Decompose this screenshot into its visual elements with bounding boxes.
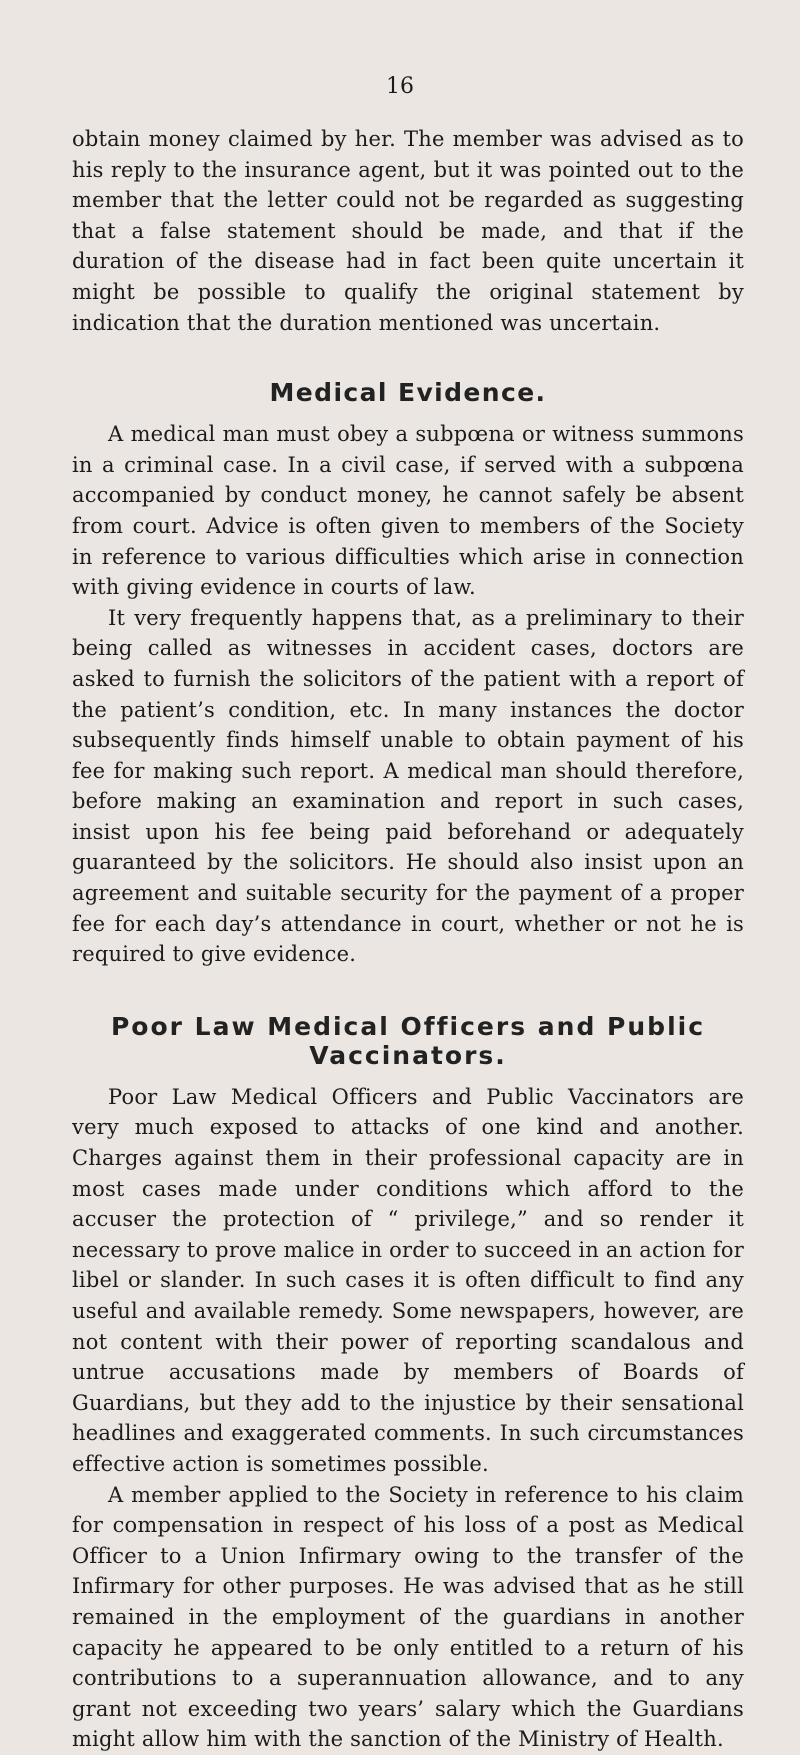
page-number: 16 xyxy=(386,74,414,99)
page-content xyxy=(72,124,744,1755)
body-paragraph: A member applied to the Society in reference to his claim for compensation in respect of his loss of a post as Medical Officer to a Union Infirmary owing to the transfer of the Infirmary for other purposes. He was advised that as he still remained in the employment of the guardians in another capacity he appeared to be only entitled to a return of his contributions to a superannuation allowance, and to any grant not exceeding two years’ salary which the Guardians might allow him with the sanction of the Ministry of Health. xyxy=(72,1482,744,1752)
section-heading-poor-law: Poor Law Medical Officers and Public Vaccinators. xyxy=(110,1011,706,1070)
body-paragraph: obtain money claimed by her. The member was advised as to his reply to the insurance agent, but it was pointed out to the member that the letter could not be regarded as suggesting that a false statement should be made, and that if the duration of the disease had in fact been quite uncertain it might be possible to qualify the original statement by indication that the duration mentioned was uncertain. xyxy=(72,127,744,335)
body-paragraph: A medical man must obey a subpœna or witness summons in a criminal case. In a civil case, if served with a subpœna accompanied by conduct money, he cannot safely be absent from court. Advice is often given to members of the Society in reference to various difficulties which arise in connection with giving evidence in courts of law. xyxy=(72,422,744,600)
section-heading-medical-evidence: Medical Evidence. xyxy=(269,378,547,408)
body-paragraph: Poor Law Medical Officers and Public Vaccinators are very much exposed to attacks of one kind and another. Charges against them in their professional capacity are in most cases made under conditions which afford to the accuser the protection of “ privilege,” and so render it necessary to prove malice in order to succeed in an action for libel or slander. In such cases it is often difficult to find any useful and available remedy. Some newspapers, however, are not content with their power of reporting scandalous and untrue accusations made by members of Boards of Guardians, but they add to the injustice by their sensational headlines and exaggerated comments. In such circumstances effective action is sometimes possible. xyxy=(72,1084,744,1476)
body-paragraph: It very frequently happens that, as a preliminary to their being called as witnesses in accident cases, doctors are asked to furnish the solicitors of the patient with a report of the patient’s condition, etc. In many instances the doctor subsequently finds himself unable to obtain payment of his fee for making such report. A medical man should therefore, before making an examination and report in such cases, insist upon his fee being paid beforehand or adequately guaranteed by the solicitors. He should also insist upon an agreement and suitable security for the payment of a proper fee for each day’s attendance in court, whether or not he is required to give evidence. xyxy=(72,605,744,967)
